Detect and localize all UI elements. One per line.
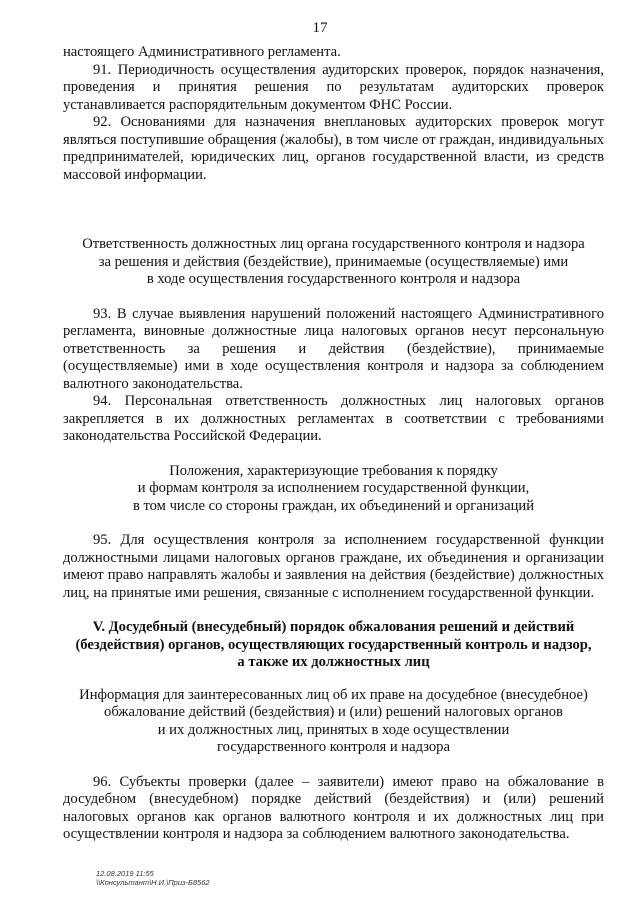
heading-line: в том числе со стороны граждан, их объединений и организаций [132, 497, 535, 514]
document-body [63, 44, 604, 844]
footer-timestamp: 12.08.2019 11:55 [96, 869, 154, 878]
heading-line: и их должностных лиц, принятых в ходе осуществлении [157, 721, 510, 738]
heading-line: Положения, характеризующие требования к порядку [169, 462, 498, 479]
heading-control-requirements [63, 463, 604, 516]
paragraph-continuation: настоящего Административного регламента. [63, 44, 341, 60]
heading-line: (бездействия) органов, осуществляющих государственный контроль и надзор, [75, 636, 592, 653]
paragraph-92: 92. Основаниями для назначения внеплановых аудиторских проверок могут являться поступившие обращения (жалобы), в том числе от граждан, индивидуальных предпринимателей, юридических лиц, органов государственной власти, из средств массовой информации. [63, 114, 604, 183]
paragraph-95: 95. Для осуществления контроля за исполнением государственной функции должностными лицами налоговых органов граждане, их объединения и организации имеют право направлять жалобы и заявления на действия (бездействие) должностных лиц, на принятые ими решения, связанные с исполнением государственной функции. [63, 532, 604, 601]
heading-line: а также их должностных лиц [237, 654, 430, 670]
heading-line: Информация для заинтересованных лиц об их праве на досудебное (внесудебное) [79, 686, 588, 703]
heading-line: обжалование действий (бездействия) и (или) решений налоговых органов [104, 704, 563, 720]
heading-line: за решения и действия (бездействие), принимаемые (осуществляемые) ими [98, 253, 569, 270]
document-footer [96, 869, 210, 887]
heading-appeal-info [63, 687, 604, 757]
paragraph-94: 94. Персональная ответственность должностных лиц налоговых органов закрепляется в их должностных регламентах в соответствии с требованиями законодательства Российской Федерации. [63, 393, 604, 444]
paragraph-91: 91. Периодичность осуществления аудиторских проверок, порядок назначения, проведения и принятия решения по результатам аудиторских проверок устанавливается распорядительным документом ФНС России. [63, 61, 604, 113]
paragraph-93: 93. В случае выявления нарушений положений настоящего Административного регламента, виновные должностные лица налоговых органов несут персональную ответственность за решения и действия (бездействие), принимаемые (осуществляемые) ими в ходе осуществления контроля и надзора за соблюдением валютного законодательства. [63, 305, 604, 392]
heading-line: Ответственность должностных лиц органа государственного контроля и надзора [82, 236, 585, 252]
heading-responsibility [63, 236, 604, 289]
section-v-title [63, 619, 604, 672]
heading-line: и формам контроля за исполнением государственной функции, [137, 480, 530, 496]
heading-line: государственного контроля и надзора [217, 739, 450, 755]
heading-line: V. Досудебный (внесудебный) порядок обжалования решений и действий [92, 619, 575, 635]
paragraph-96: 96. Субъекты проверки (далее – заявители) имеют право на обжалование в досудебном (внесудебном) порядке действий (бездействия) и (или) решений налоговых органов как органов валютного контроля и их должностных лиц при осуществлении контроля и надзора за соблюдением валютного законодательства. [63, 773, 604, 842]
heading-line: в ходе осуществления государственного контроля и надзора [146, 271, 521, 287]
page-number: 17 [312, 20, 328, 36]
footer-file-path: \\Консультант\Н.И.\Приз-Б8562 [96, 878, 210, 887]
